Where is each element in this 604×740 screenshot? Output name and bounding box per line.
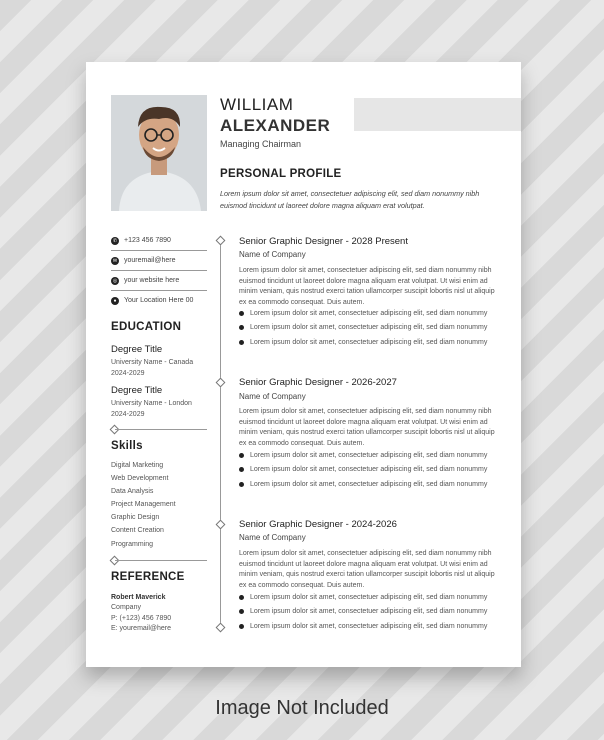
contact-email: [111, 251, 207, 271]
university-2: University Name - London: [111, 400, 192, 407]
bullet-text: Lorem ipsum dolor sit amet, consectetuer adipiscing elit, sed diam nonummy: [250, 324, 488, 331]
timeline-diamond: [216, 378, 226, 388]
contact-phone-text: +123 456 7890: [124, 237, 171, 244]
degree-title-2: Degree Title: [111, 385, 163, 396]
job-bullet: [239, 452, 487, 459]
timeline-diamond: [216, 623, 226, 633]
contact-website-text: your website here: [124, 277, 180, 284]
bullet-text: Lorem ipsum dolor sit amet, consectetuer adipiscing elit, sed diam nonummy: [250, 466, 488, 473]
reference-company: Company: [111, 604, 141, 611]
bullet-text: Lorem ipsum dolor sit amet, consectetuer adipiscing elit, sed diam nonummy: [250, 594, 488, 601]
profile-photo: [111, 95, 207, 211]
job-description-2: Lorem ipsum dolor sit amet, consectetuer adipiscing elit, sed diam nonummy nibh euismod tincidunt ut laoreet dolore magna aliquam erat volutpat. Ut wisi enim ad minim veniam, quis nostrud exerci tation ullamcorper suscipit lobortis nisl ut aliquip ex ea commodo consequat. Duis autem.: [239, 408, 495, 447]
bullet-dot-icon: [239, 325, 244, 330]
bullet-dot-icon: [239, 595, 244, 600]
bullet-text: Lorem ipsum dolor sit amet, consectetuer adipiscing elit, sed diam nonummy: [250, 452, 488, 459]
contact-location: [111, 291, 207, 310]
bullet-dot-icon: [239, 453, 244, 458]
job-bullet: [239, 310, 487, 317]
years-2: 2024-2029: [111, 411, 145, 418]
skills-heading: Skills: [111, 440, 143, 452]
job-title-3: Senior Graphic Designer - 2024-2026: [239, 519, 397, 530]
contact-location-text: Your Location Here 00: [124, 297, 194, 304]
job-bullet: [239, 481, 487, 488]
email-icon: ✉: [112, 257, 118, 264]
education-heading: EDUCATION: [111, 321, 182, 333]
divider-line: [115, 429, 207, 430]
first-name: WILLIAM: [220, 95, 294, 114]
skill-item: Content Creation: [111, 527, 164, 534]
reference-email: E: youremail@here: [111, 625, 172, 632]
location-icon: ●: [111, 297, 119, 305]
profile-heading: PERSONAL PROFILE: [220, 168, 342, 180]
company-name-1: Name of Company: [239, 250, 306, 259]
skill-item: Programming: [111, 541, 154, 548]
bullet-dot-icon: [239, 624, 244, 629]
years-1: 2024-2029: [111, 370, 145, 377]
timeline-diamond: [216, 236, 226, 246]
contact-phone: [111, 231, 207, 251]
bullet-text: Lorem ipsum dolor sit amet, consectetuer adipiscing elit, sed diam nonummy: [250, 339, 488, 346]
image-not-included-caption: Image Not Included: [215, 697, 389, 719]
job-bullet: [239, 594, 487, 601]
bullet-dot-icon: [239, 467, 244, 472]
job-bullet: [239, 466, 487, 473]
bullet-text: Lorem ipsum dolor sit amet, consectetuer adipiscing elit, sed diam nonummy: [250, 623, 488, 630]
job-title-1: Senior Graphic Designer - 2028 Present: [239, 236, 408, 247]
company-name-3: Name of Company: [239, 533, 306, 542]
bullet-text: Lorem ipsum dolor sit amet, consectetuer adipiscing elit, sed diam nonummy: [250, 310, 488, 317]
timeline-line: [220, 238, 221, 629]
profile-text: Lorem ipsum dolor sit amet, consectetuer adipiscing elit, sed diam nonummy nibh euismod tincidunt ut laoreet dolore magna aliquam erat volutpat.: [220, 189, 480, 210]
job-role: Managing Chairman: [220, 139, 302, 149]
bullet-text: Lorem ipsum dolor sit amet, consectetuer adipiscing elit, sed diam nonummy: [250, 608, 488, 615]
bullet-dot-icon: [239, 482, 244, 487]
contact-email-text: youremail@here: [124, 257, 176, 264]
phone-icon: ✆: [112, 237, 118, 244]
bullet-dot-icon: [239, 340, 244, 345]
header-accent-bar: [354, 98, 521, 131]
job-bullet: [239, 324, 487, 331]
divider-line: [115, 560, 207, 561]
job-bullet: [239, 623, 487, 630]
degree-title-1: Degree Title: [111, 344, 163, 355]
skill-item: Web Development: [111, 475, 169, 482]
website-icon: ◎: [112, 277, 118, 284]
job-description-1: Lorem ipsum dolor sit amet, consectetuer adipiscing elit, sed diam nonummy nibh euismod tincidunt ut laoreet dolore magna aliquam erat volutpat. Ut wisi enim ad minim veniam, quis nostrud exerci tation ullamcorper suscipit lobortis nisl ut aliquip ex ea commodo consequat. Duis autem.: [239, 267, 495, 306]
job-description-3: Lorem ipsum dolor sit amet, consectetuer adipiscing elit, sed diam nonummy nibh euismod tincidunt ut laoreet dolore magna aliquam erat volutpat. Ut wisi enim ad minim veniam, quis nostrud exerci tation ullamcorper suscipit lobortis nisl ut aliquip ex ea commodo consequat. Duis autem.: [239, 550, 495, 589]
university-1: University Name - Canada: [111, 359, 194, 366]
contact-website: [111, 271, 207, 291]
skill-item: Graphic Design: [111, 514, 160, 521]
skill-item: Data Analysis: [111, 488, 154, 495]
reference-phone: P: (+123) 456 7890: [111, 615, 172, 622]
company-name-2: Name of Company: [239, 392, 306, 401]
bullet-text: Lorem ipsum dolor sit amet, consectetuer adipiscing elit, sed diam nonummy: [250, 481, 488, 488]
job-title-2: Senior Graphic Designer - 2026-2027: [239, 377, 397, 388]
reference-heading: REFERENCE: [111, 571, 185, 583]
bullet-dot-icon: [239, 311, 244, 316]
reference-name: Robert Maverick: [111, 594, 166, 601]
timeline-diamond: [216, 520, 226, 530]
last-name: ALEXANDER: [220, 116, 331, 135]
job-bullet: [239, 608, 487, 615]
bullet-dot-icon: [239, 609, 244, 614]
skill-item: Digital Marketing: [111, 462, 164, 469]
skill-item: Project Management: [111, 501, 176, 508]
resume-page: [86, 62, 521, 667]
job-bullet: [239, 339, 487, 346]
